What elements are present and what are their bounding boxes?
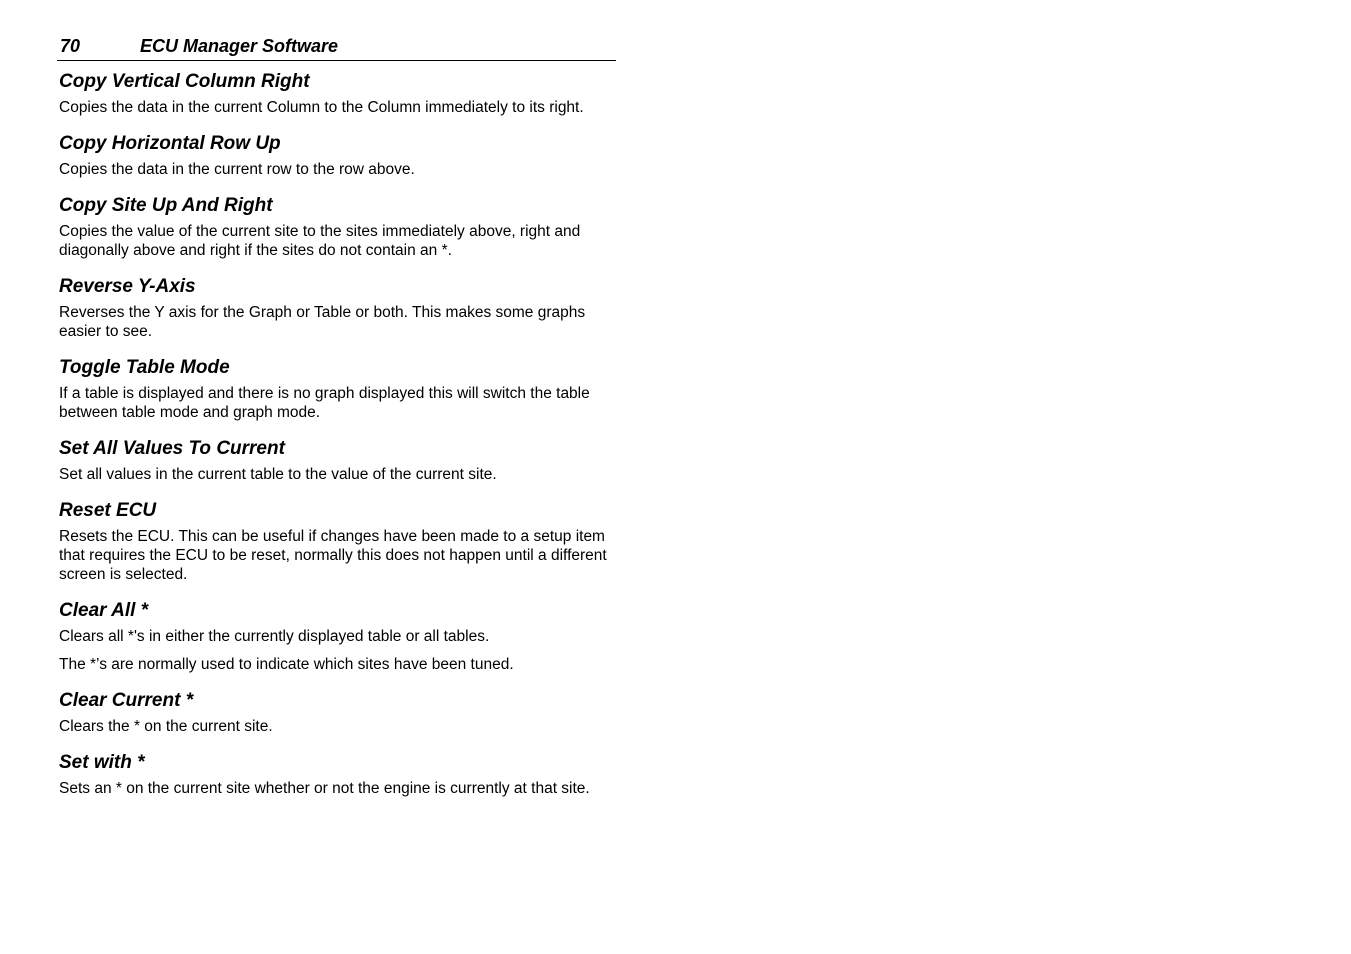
section-clear-all: [57, 599, 616, 674]
section-paragraph: Copies the data in the current Column to the Column immediately to its right.: [59, 99, 584, 116]
section-set-all-values-to-current: [57, 437, 616, 484]
section-reverse-y-axis: [57, 275, 616, 341]
section-heading: Copy Horizontal Row Up: [59, 133, 281, 154]
section-clear-current: [57, 689, 616, 736]
section-copy-site-up-and-right: [57, 194, 616, 260]
section-paragraph: Clears the * on the current site.: [59, 718, 273, 735]
section-paragraph: Clears all *'s in either the currently displayed table or all tables.: [59, 628, 490, 645]
section-heading: Reverse Y-Axis: [59, 276, 196, 297]
section-heading: Copy Site Up And Right: [59, 195, 273, 216]
section-paragraph: Sets an * on the current site whether or not the engine is currently at that site.: [59, 780, 590, 797]
section-set-with: [57, 751, 616, 798]
section-heading: Clear All *: [59, 600, 149, 621]
section-paragraph: If a table is displayed and there is no graph displayed this will switch the table between table mode and graph mode.: [59, 385, 590, 421]
section-paragraph: The *’s are normally used to indicate which sites have been tuned.: [59, 656, 514, 673]
section-paragraph: Copies the data in the current row to the row above.: [59, 161, 415, 178]
section-reset-ecu: [57, 499, 616, 584]
section-heading: Copy Vertical Column Right: [59, 71, 310, 92]
section-paragraph: Set all values in the current table to the value of the current site.: [59, 466, 497, 483]
section-heading: Set with *: [59, 752, 145, 773]
page-number: 70: [60, 36, 81, 56]
section-copy-horizontal-row-up: [57, 132, 616, 179]
section-heading: Clear Current *: [59, 690, 194, 711]
section-paragraph: Copies the value of the current site to the sites immediately above, right and diagonally above and right if the sites do not contain an *.: [59, 223, 581, 259]
section-paragraph: Resets the ECU. This can be useful if changes have been made to a setup item that requires the ECU to be reset, normally this does not happen until a different screen is selected.: [59, 528, 607, 583]
section-heading: Toggle Table Mode: [59, 357, 230, 378]
document-title: ECU Manager Software: [140, 36, 339, 56]
section-heading: Set All Values To Current: [59, 438, 285, 459]
section-toggle-table-mode: [57, 356, 616, 422]
section-paragraph: Reverses the Y axis for the Graph or Table or both. This makes some graphs easier to see.: [59, 304, 586, 340]
running-header: [57, 36, 616, 61]
section-copy-vertical-column-right: [57, 70, 616, 117]
document-page: [57, 36, 616, 798]
section-heading: Reset ECU: [59, 500, 157, 521]
